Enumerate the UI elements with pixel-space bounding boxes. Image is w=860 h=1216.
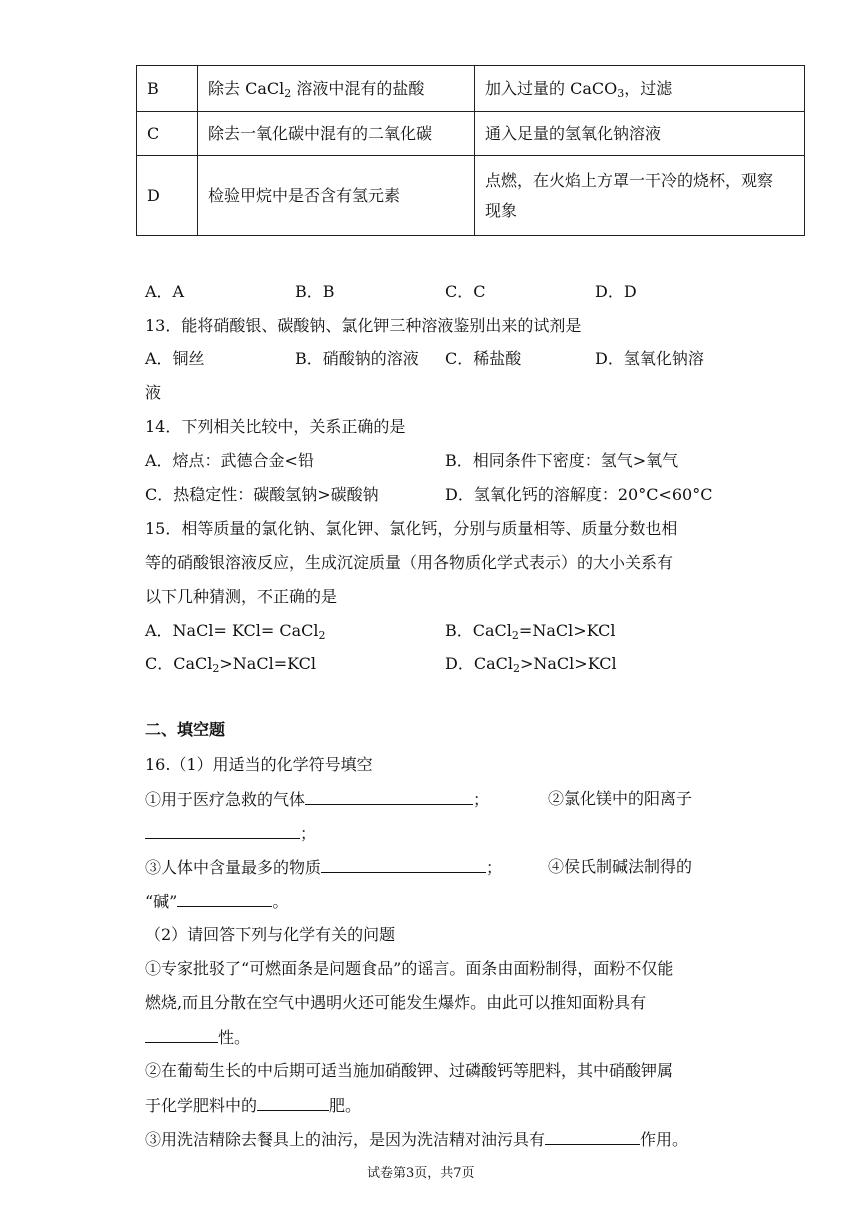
q16-p3: ③用洗洁精除去餐具上的油污，是因为洗洁精对油污具有 作用。 xyxy=(145,1126,688,1150)
table-row xyxy=(137,112,805,156)
q16-item4: ④侯氏制碱法制得的 xyxy=(548,857,693,876)
answer-blank[interactable] xyxy=(545,1126,640,1145)
options-table xyxy=(136,65,805,236)
q13-option-c: C．稀盐酸 xyxy=(445,349,522,368)
q16-part2-title: （2）请回答下列与化学有关的问题 xyxy=(145,925,396,944)
row-purpose: 除去 CaCl$_2$ 溶液中混有的盐酸 xyxy=(198,66,475,112)
q16-item4-answer: “碱” 。 xyxy=(145,888,288,912)
q14-option-a: A．熔点：武德合金<铅 xyxy=(145,451,314,470)
q15-stem-line3: 以下几种猜测，不正确的是 xyxy=(145,587,338,606)
q16-item2: ②氯化镁中的阳离子 xyxy=(548,789,693,808)
q14-option-d: D．氢氧化钙的溶解度：20°C<60°C xyxy=(445,485,713,504)
answer-blank[interactable] xyxy=(305,786,473,805)
table-row xyxy=(137,156,805,236)
page-footer: 试卷第3页，共7页 xyxy=(367,1166,475,1181)
q14-option-c: C．热稳定性：碳酸氢钠>碳酸钠 xyxy=(145,485,379,504)
row-label: C xyxy=(137,112,198,156)
answer-blank[interactable] xyxy=(145,1024,218,1043)
q16-p2-line1: ②在葡萄生长的中后期可适当施加硝酸钾、过磷酸钙等肥料，其中硝酸钾属 xyxy=(145,1061,674,1080)
q15-option-b: B．CaCl$_2$=NaCl>KCl xyxy=(445,621,616,642)
q12-option-d: D．D xyxy=(595,282,637,301)
q16-item2-answer: ； xyxy=(145,820,316,844)
row-label: B xyxy=(137,66,198,112)
q12-option-b: B．B xyxy=(295,282,335,301)
q15-stem-line1: 15．相等质量的氯化钠、氯化钾、氯化钙，分别与质量相等、质量分数也相 xyxy=(145,519,678,538)
q15-stem-line2: 等的硝酸银溶液反应，生成沉淀质量（用各物质化学式表示）的大小关系有 xyxy=(145,553,674,572)
q16-item1: ①用于医疗急救的气体 ； xyxy=(145,786,489,810)
row-purpose: 除去一氧化碳中混有的二氧化碳 xyxy=(198,112,475,156)
q16-item3: ③人体中含量最多的物质 ； xyxy=(145,854,502,878)
row-method: 点燃，在火焰上方罩一干冷的烧杯，观察 现象 xyxy=(475,156,805,236)
q15-option-d: D．CaCl$_2$>NaCl>KCl xyxy=(445,654,617,675)
q12-option-c: C．C xyxy=(445,282,486,301)
q12-option-a: A．A xyxy=(145,282,185,301)
answer-blank[interactable] xyxy=(257,1092,329,1111)
q15-option-c: C．CaCl$_2$>NaCl=KCl xyxy=(145,654,316,675)
q16-p1-line2: 燃烧,而且分散在空气中遇明火还可能发生爆炸。由此可以推知面粉具有 xyxy=(145,993,647,1012)
q13-option-a: A．铜丝 xyxy=(145,349,205,368)
q14-stem: 14．下列相关比较中，关系正确的是 xyxy=(145,417,406,436)
q15-option-a: A．NaCl= KCl= CaCl$_2$ xyxy=(145,621,326,642)
q13-option-d: D．氢氧化钠溶 xyxy=(595,349,704,368)
answer-blank[interactable] xyxy=(321,854,486,873)
q16-p1-answer: 性。 xyxy=(145,1024,250,1048)
answer-blank[interactable] xyxy=(177,888,272,907)
q13-option-b: B．硝酸钠的溶液 xyxy=(295,349,419,368)
row-purpose: 检验甲烷中是否含有氢元素 xyxy=(198,156,475,236)
row-method: 加入过量的 CaCO$_3$，过滤 xyxy=(475,66,805,112)
row-label: D xyxy=(137,156,198,236)
table-row xyxy=(137,66,805,112)
answer-blank[interactable] xyxy=(145,820,300,839)
q13-stem: 13．能将硝酸银、碳酸钠、氯化钾三种溶液鉴别出来的试剂是 xyxy=(145,316,582,335)
q14-option-b: B．相同条件下密度：氢气>氧气 xyxy=(445,451,679,470)
section-heading: 二、填空题 xyxy=(145,720,226,739)
q16-p2-line2: 于化学肥料中的 肥。 xyxy=(145,1092,361,1116)
q13-option-d-cont: 液 xyxy=(145,383,162,402)
q16-p1-line1: ①专家批驳了“可燃面条是问题食品”的谣言。面条由面粉制得，面粉不仅能 xyxy=(145,959,674,978)
q16-part1-title: 16.（1）用适当的化学符号填空 xyxy=(145,755,373,774)
row-method: 通入足量的氢氧化钠溶液 xyxy=(475,112,805,156)
